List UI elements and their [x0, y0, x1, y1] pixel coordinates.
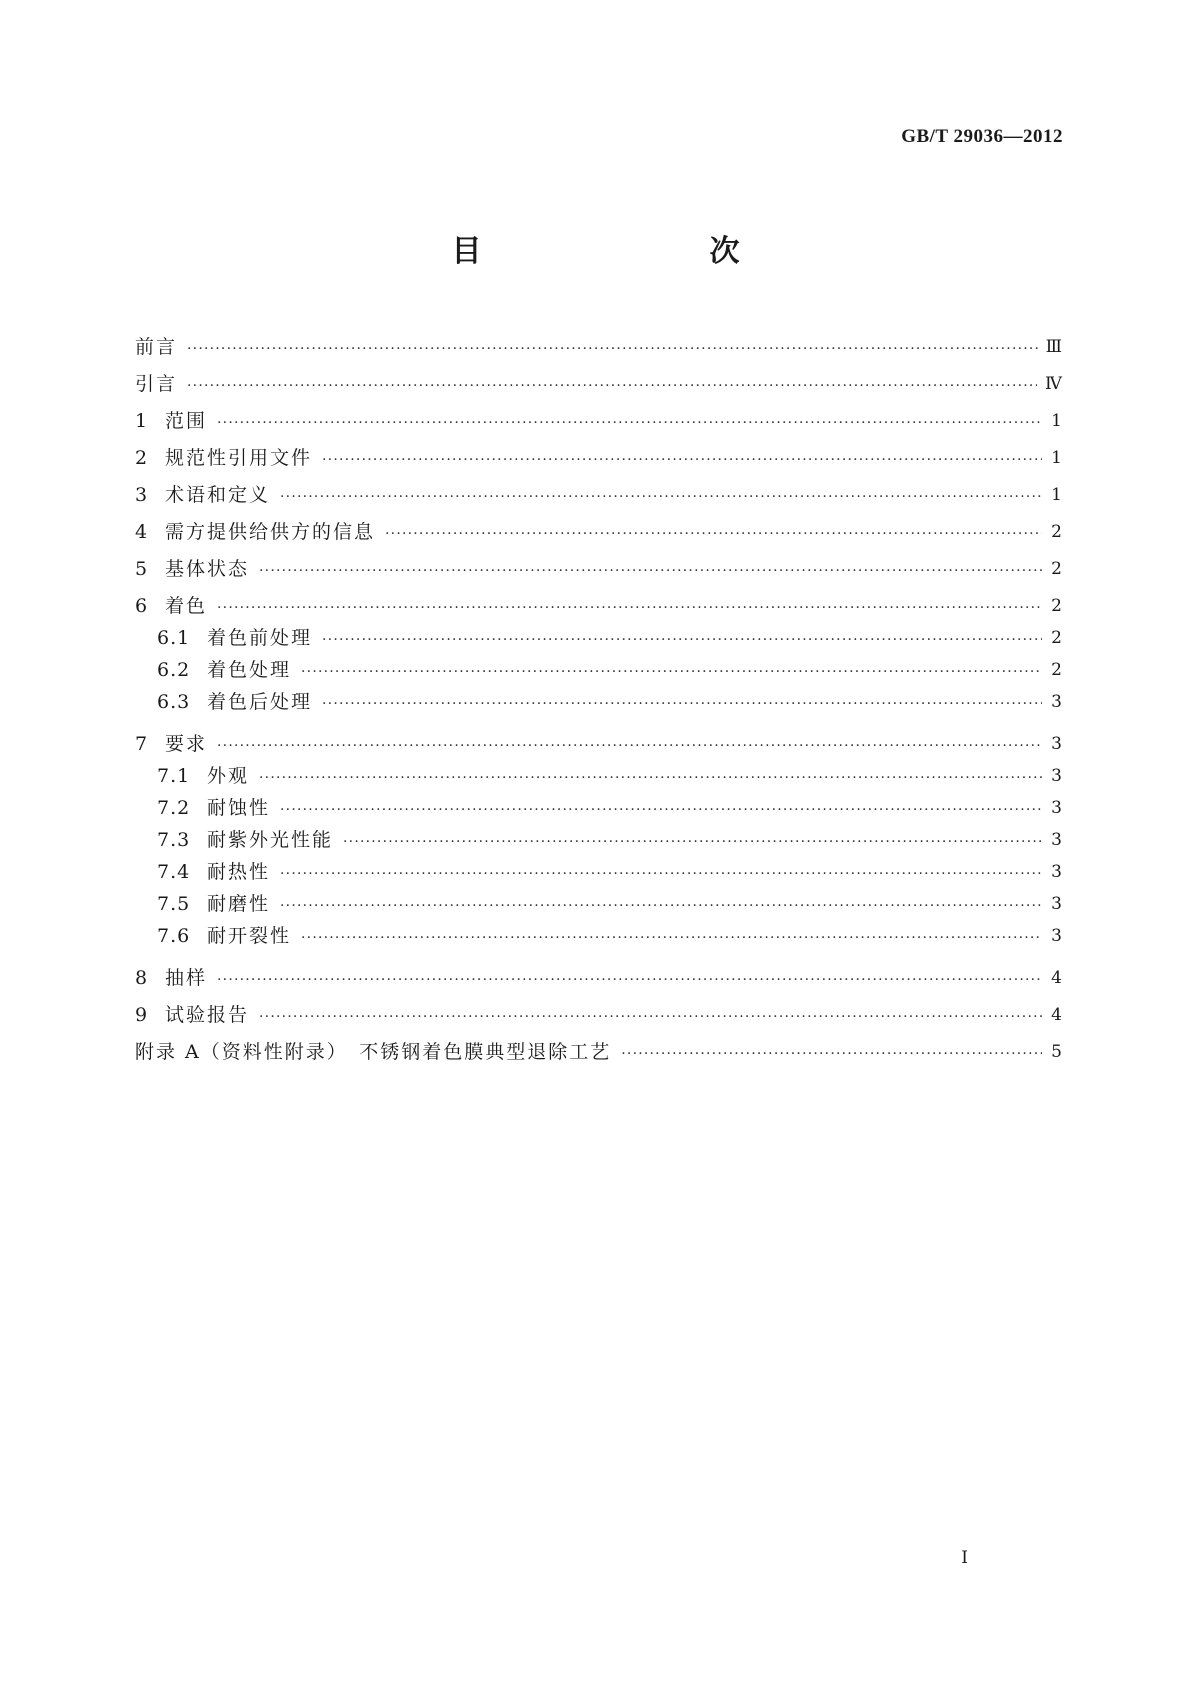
toc-leader-dots — [322, 450, 1042, 470]
toc-leader-dots — [259, 768, 1042, 788]
toc-entry-page: Ⅳ — [1045, 374, 1062, 394]
toc-entry-4[interactable] — [135, 507, 1062, 544]
toc-leader-dots — [259, 561, 1042, 581]
toc-entry-number: 7.5 — [157, 893, 191, 915]
toc-entry-label: 基体状态 — [165, 558, 250, 580]
toc-entry-number: 6.2 — [157, 659, 191, 681]
toc-entry-6-1[interactable] — [135, 618, 1062, 650]
toc-entry-label: 要求 — [165, 733, 208, 755]
toc-entry-label: 需方提供给供方的信息 — [165, 521, 376, 543]
toc-entry-label: 耐开裂性 — [207, 925, 292, 947]
toc-entry-page: 3 — [1051, 926, 1062, 946]
toc-entry-page: 2 — [1051, 596, 1062, 616]
toc-entry-number: 6.3 — [157, 691, 191, 713]
table-of-contents — [135, 322, 1062, 1064]
toc-entry-page: 3 — [1051, 798, 1062, 818]
toc-entry-number: 7.4 — [157, 861, 191, 883]
toc-entry-label: 着色处理 — [207, 659, 292, 681]
toc-entry-label: 外观 — [207, 765, 250, 787]
toc-entry-number: 9 — [135, 1004, 149, 1026]
toc-entry-page: 3 — [1051, 766, 1062, 786]
toc-entry-label: 耐热性 — [207, 861, 271, 883]
toc-entry-label: 规范性引用文件 — [165, 447, 313, 469]
toc-entry-page: 3 — [1051, 894, 1062, 914]
toc-leader-dots — [217, 970, 1042, 990]
toc-entry-number: 8 — [135, 967, 149, 989]
toc-entry-5[interactable] — [135, 544, 1062, 581]
toc-entry-page: Ⅲ — [1045, 337, 1062, 357]
toc-entry-page: 2 — [1051, 559, 1062, 579]
toc-entry-page: 5 — [1051, 1042, 1062, 1062]
toc-entry-page: 4 — [1051, 1005, 1062, 1025]
toc-leader-dots — [385, 524, 1042, 544]
toc-leader-dots — [280, 896, 1042, 916]
toc-entry-number: 6 — [135, 595, 149, 617]
toc-leader-dots — [621, 1044, 1042, 1064]
toc-entry-7-3[interactable] — [135, 820, 1062, 852]
toc-entry-6[interactable] — [135, 581, 1062, 618]
toc-entry-label: 耐蚀性 — [207, 797, 271, 819]
toc-leader-dots — [280, 487, 1042, 507]
toc-entry-number: 4 — [135, 521, 149, 543]
toc-leader-dots — [187, 376, 1037, 396]
toc-entry-8[interactable] — [135, 953, 1062, 990]
toc-entry-number: 7.3 — [157, 829, 191, 851]
toc-entry-label: 试验报告 — [165, 1004, 250, 1026]
toc-entry-page: 3 — [1051, 862, 1062, 882]
toc-leader-dots — [259, 1007, 1042, 1027]
toc-entry-7-1[interactable] — [135, 756, 1062, 788]
toc-leader-dots — [301, 928, 1042, 948]
toc-leader-dots — [301, 662, 1042, 682]
toc-entry-2[interactable] — [135, 433, 1062, 470]
toc-entry-7-5[interactable] — [135, 884, 1062, 916]
toc-entry-label: 着色后处理 — [207, 691, 313, 713]
toc-entry-page: 2 — [1051, 522, 1062, 542]
toc-entry-label: 着色 — [165, 595, 208, 617]
toc-entry-number: 7.6 — [157, 925, 191, 947]
toc-entry-preface[interactable] — [135, 322, 1062, 359]
page-title: 目 次 — [451, 234, 796, 269]
page-number: I — [961, 1548, 968, 1568]
toc-leader-dots — [322, 630, 1042, 650]
toc-entry-page: 3 — [1051, 830, 1062, 850]
toc-entry-9[interactable] — [135, 990, 1062, 1027]
toc-entry-page: 1 — [1051, 448, 1062, 468]
toc-entry-label: 前言 — [135, 336, 178, 358]
toc-entry-7-2[interactable] — [135, 788, 1062, 820]
toc-entry-3[interactable] — [135, 470, 1062, 507]
toc-entry-label: 耐紫外光性能 — [207, 829, 334, 851]
toc-leader-dots — [217, 413, 1042, 433]
toc-entry-7-6[interactable] — [135, 916, 1062, 948]
toc-entry-page: 1 — [1051, 411, 1062, 431]
toc-entry-label: 附录 A（资料性附录） 不锈钢着色膜典型退除工艺 — [135, 1041, 612, 1063]
toc-entry-number: 2 — [135, 447, 149, 469]
toc-entry-6-2[interactable] — [135, 650, 1062, 682]
toc-leader-dots — [217, 598, 1042, 618]
toc-leader-dots — [280, 864, 1042, 884]
toc-leader-dots — [343, 832, 1042, 852]
toc-entry-page: 1 — [1051, 485, 1062, 505]
toc-entry-number: 1 — [135, 410, 149, 432]
toc-leader-dots — [280, 800, 1042, 820]
toc-entry-page: 3 — [1051, 692, 1062, 712]
toc-entry-1[interactable] — [135, 396, 1062, 433]
toc-entry-label: 着色前处理 — [207, 627, 313, 649]
toc-entry-number: 7.1 — [157, 765, 191, 787]
toc-entry-page: 3 — [1051, 734, 1062, 754]
toc-entry-page: 4 — [1051, 968, 1062, 988]
toc-entry-number: 5 — [135, 558, 149, 580]
toc-entry-number: 7 — [135, 733, 149, 755]
toc-entry-label: 范围 — [165, 410, 208, 432]
toc-entry-label: 引言 — [135, 373, 178, 395]
toc-entry-label: 耐磨性 — [207, 893, 271, 915]
toc-leader-dots — [187, 339, 1038, 359]
toc-leader-dots — [217, 736, 1042, 756]
toc-entry-appendix-a[interactable] — [135, 1027, 1062, 1064]
toc-entry-introduction[interactable] — [135, 359, 1062, 396]
toc-entry-label: 术语和定义 — [165, 484, 271, 506]
toc-entry-number: 3 — [135, 484, 149, 506]
toc-entry-7[interactable] — [135, 719, 1062, 756]
toc-entry-7-4[interactable] — [135, 852, 1062, 884]
toc-entry-number: 7.2 — [157, 797, 191, 819]
toc-entry-page: 2 — [1051, 660, 1062, 680]
toc-entry-page: 2 — [1051, 628, 1062, 648]
toc-entry-6-3[interactable] — [135, 682, 1062, 714]
toc-entry-label: 抽样 — [165, 967, 208, 989]
toc-entry-number: 6.1 — [157, 627, 191, 649]
toc-leader-dots — [322, 694, 1042, 714]
standard-code: GB/T 29036—2012 — [901, 126, 1063, 147]
